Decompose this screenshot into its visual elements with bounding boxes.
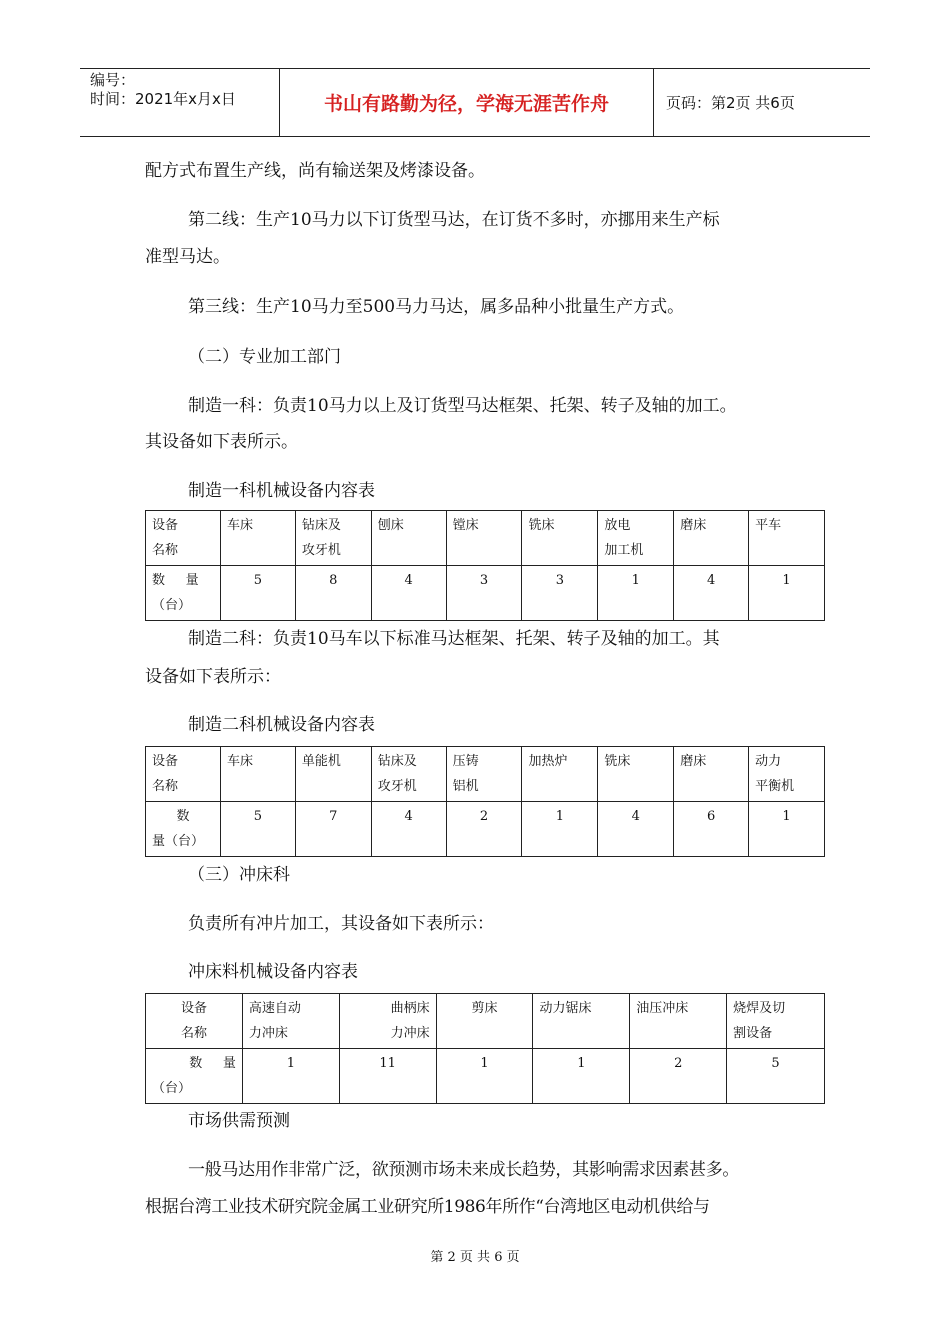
cell-text: 镗床 bbox=[452, 518, 479, 533]
table-cell bbox=[522, 747, 598, 802]
cell-text: 钻床及 bbox=[301, 518, 341, 533]
table-row bbox=[146, 566, 825, 621]
table-cell: 4 bbox=[598, 802, 674, 857]
paragraph: 制造二科：负责10马车以下标准马达框架、托架、转子及轴的加工。其 bbox=[188, 629, 720, 649]
cell-text: 力冲床 bbox=[390, 1026, 430, 1041]
table-cell: 3 bbox=[446, 566, 522, 621]
table-cell bbox=[295, 511, 371, 566]
section-heading: （二）专业加工部门 bbox=[188, 347, 341, 367]
table-cell: 4 bbox=[371, 566, 446, 621]
table-cell bbox=[295, 747, 371, 802]
table-cell bbox=[598, 511, 674, 566]
equipment-table-2 bbox=[145, 746, 825, 857]
table-cell: 3 bbox=[522, 566, 598, 621]
table-cell: 1 bbox=[749, 802, 825, 857]
table-cell: 1 bbox=[242, 1049, 339, 1104]
cell-text: 铣床 bbox=[528, 518, 555, 533]
table-cell bbox=[630, 994, 727, 1049]
equipment-table-1 bbox=[145, 510, 825, 621]
cell-text: 设备 bbox=[152, 754, 179, 769]
table-title: 冲床料机械设备内容表 bbox=[188, 962, 358, 982]
cell-text: 曲柄床 bbox=[390, 1001, 430, 1016]
cell-text: 攻牙机 bbox=[301, 543, 341, 558]
table-cell bbox=[371, 511, 446, 566]
table-cell: 5 bbox=[220, 802, 295, 857]
cell-text: 名称 bbox=[152, 543, 179, 558]
table-cell: 4 bbox=[674, 566, 749, 621]
header-time-label: 时间：2021年x月x日 bbox=[90, 90, 236, 108]
table-cell: 1 bbox=[533, 1049, 630, 1104]
cell-text: 加工机 bbox=[604, 543, 644, 558]
table-cell: 7 bbox=[295, 802, 371, 857]
header-page-label: 页码：第2页 共6页 bbox=[666, 94, 795, 112]
paragraph: 第二线：生产10马力以下订货型马达，在订货不多时，亦挪用来生产标 bbox=[188, 210, 720, 230]
table-cell: 1 bbox=[522, 802, 598, 857]
table-row bbox=[146, 747, 825, 802]
cell-text: （台） bbox=[152, 598, 192, 613]
table-header-cell bbox=[146, 994, 243, 1049]
table-cell bbox=[446, 511, 522, 566]
paragraph: 准型马达。 bbox=[145, 247, 230, 267]
page-footer: 第 2 页 共 6 页 bbox=[430, 1250, 520, 1265]
cell-text: 磨床 bbox=[680, 754, 707, 769]
table-row bbox=[146, 1049, 825, 1104]
table-cell bbox=[749, 511, 825, 566]
cell-text: 攻牙机 bbox=[377, 779, 417, 794]
table-cell: 11 bbox=[339, 1049, 436, 1104]
paragraph: 根据台湾工业技术研究院金属工业研究所1986年所作“台湾地区电动机供给与 bbox=[145, 1197, 710, 1217]
table-cell: 6 bbox=[674, 802, 749, 857]
cell-text: 动力 bbox=[755, 754, 782, 769]
cell-text: 剪床 bbox=[471, 1001, 498, 1016]
table-cell bbox=[674, 747, 749, 802]
paragraph: 负责所有冲片加工，其设备如下表所示： bbox=[188, 914, 494, 934]
table-row bbox=[146, 511, 825, 566]
paragraph: 设备如下表所示： bbox=[145, 667, 281, 687]
cell-text: 平衡机 bbox=[755, 779, 795, 794]
page-header bbox=[80, 68, 870, 137]
paragraph: 配方式布置生产线，尚有输送架及烤漆设备。 bbox=[145, 161, 485, 181]
table-cell bbox=[674, 511, 749, 566]
cell-text: 数 量 bbox=[152, 573, 199, 588]
table-cell: 5 bbox=[727, 1049, 825, 1104]
table-header-cell bbox=[146, 747, 221, 802]
cell-text: 高速自动 bbox=[248, 1001, 301, 1016]
table-cell: 1 bbox=[598, 566, 674, 621]
cell-text: 割设备 bbox=[733, 1026, 773, 1041]
table-cell bbox=[727, 994, 825, 1049]
cell-text: 设备 bbox=[152, 518, 179, 533]
table-header-cell bbox=[146, 1049, 243, 1104]
cell-text: 数 bbox=[176, 809, 190, 824]
table-row bbox=[146, 994, 825, 1049]
equipment-table-3 bbox=[145, 993, 825, 1104]
table-cell bbox=[220, 747, 295, 802]
cell-text: 刨床 bbox=[377, 518, 404, 533]
table-cell bbox=[371, 747, 446, 802]
table-title: 制造一科机械设备内容表 bbox=[188, 481, 375, 501]
table-cell bbox=[220, 511, 295, 566]
cell-text: 油压冲床 bbox=[636, 1001, 689, 1016]
table-cell: 2 bbox=[630, 1049, 727, 1104]
table-cell: 2 bbox=[446, 802, 522, 857]
table-cell bbox=[749, 747, 825, 802]
cell-text: 车床 bbox=[226, 518, 253, 533]
cell-text: 铣床 bbox=[604, 754, 631, 769]
table-header-cell bbox=[146, 802, 221, 857]
cell-text: 铝机 bbox=[452, 779, 479, 794]
table-cell bbox=[446, 747, 522, 802]
header-number-label: 编号： bbox=[90, 71, 136, 89]
table-cell: 1 bbox=[749, 566, 825, 621]
cell-text: 动力锯床 bbox=[539, 1001, 592, 1016]
header-meta bbox=[80, 69, 280, 136]
cell-text: 放电 bbox=[604, 518, 631, 533]
paragraph: 第三线：生产10马力至500马力马达，属多品种小批量生产方式。 bbox=[188, 297, 685, 317]
table-cell bbox=[436, 994, 533, 1049]
table-cell bbox=[242, 994, 339, 1049]
table-cell: 5 bbox=[220, 566, 295, 621]
cell-text: 名称 bbox=[180, 1026, 207, 1041]
cell-text: 压铸 bbox=[452, 754, 479, 769]
table-cell: 8 bbox=[295, 566, 371, 621]
cell-text: 设备 bbox=[180, 1001, 207, 1016]
cell-text: 平车 bbox=[755, 518, 782, 533]
table-cell: 1 bbox=[436, 1049, 533, 1104]
cell-text: 车床 bbox=[226, 754, 253, 769]
cell-text: 量（台） bbox=[152, 834, 205, 849]
table-cell bbox=[598, 747, 674, 802]
cell-text: 钻床及 bbox=[377, 754, 417, 769]
table-header-cell bbox=[146, 566, 221, 621]
cell-text: 数 量 bbox=[189, 1056, 236, 1071]
cell-text: 磨床 bbox=[680, 518, 707, 533]
table-title: 制造二科机械设备内容表 bbox=[188, 715, 375, 735]
cell-text: 力冲床 bbox=[248, 1026, 288, 1041]
table-cell bbox=[533, 994, 630, 1049]
table-cell bbox=[522, 511, 598, 566]
table-cell bbox=[339, 994, 436, 1049]
cell-text: 名称 bbox=[152, 779, 179, 794]
paragraph: 其设备如下表所示。 bbox=[145, 432, 298, 452]
section-heading: 市场供需预测 bbox=[188, 1111, 290, 1131]
table-row bbox=[146, 802, 825, 857]
table-cell: 4 bbox=[371, 802, 446, 857]
paragraph: 一般马达用作非常广泛，欲预测市场未来成长趋势，其影响需求因素甚多。 bbox=[188, 1160, 740, 1180]
cell-text: 加热炉 bbox=[528, 754, 568, 769]
header-motto: 书山有路勤为径，学海无涯苦作舟 bbox=[280, 69, 654, 136]
section-heading: （三）冲床科 bbox=[188, 865, 290, 885]
paragraph: 制造一科：负责10马力以上及订货型马达框架、托架、转子及轴的加工。 bbox=[188, 396, 737, 416]
cell-text: （台） bbox=[152, 1081, 192, 1096]
cell-text: 单能机 bbox=[301, 754, 341, 769]
cell-text: 烧焊及切 bbox=[733, 1001, 786, 1016]
table-header-cell bbox=[146, 511, 221, 566]
